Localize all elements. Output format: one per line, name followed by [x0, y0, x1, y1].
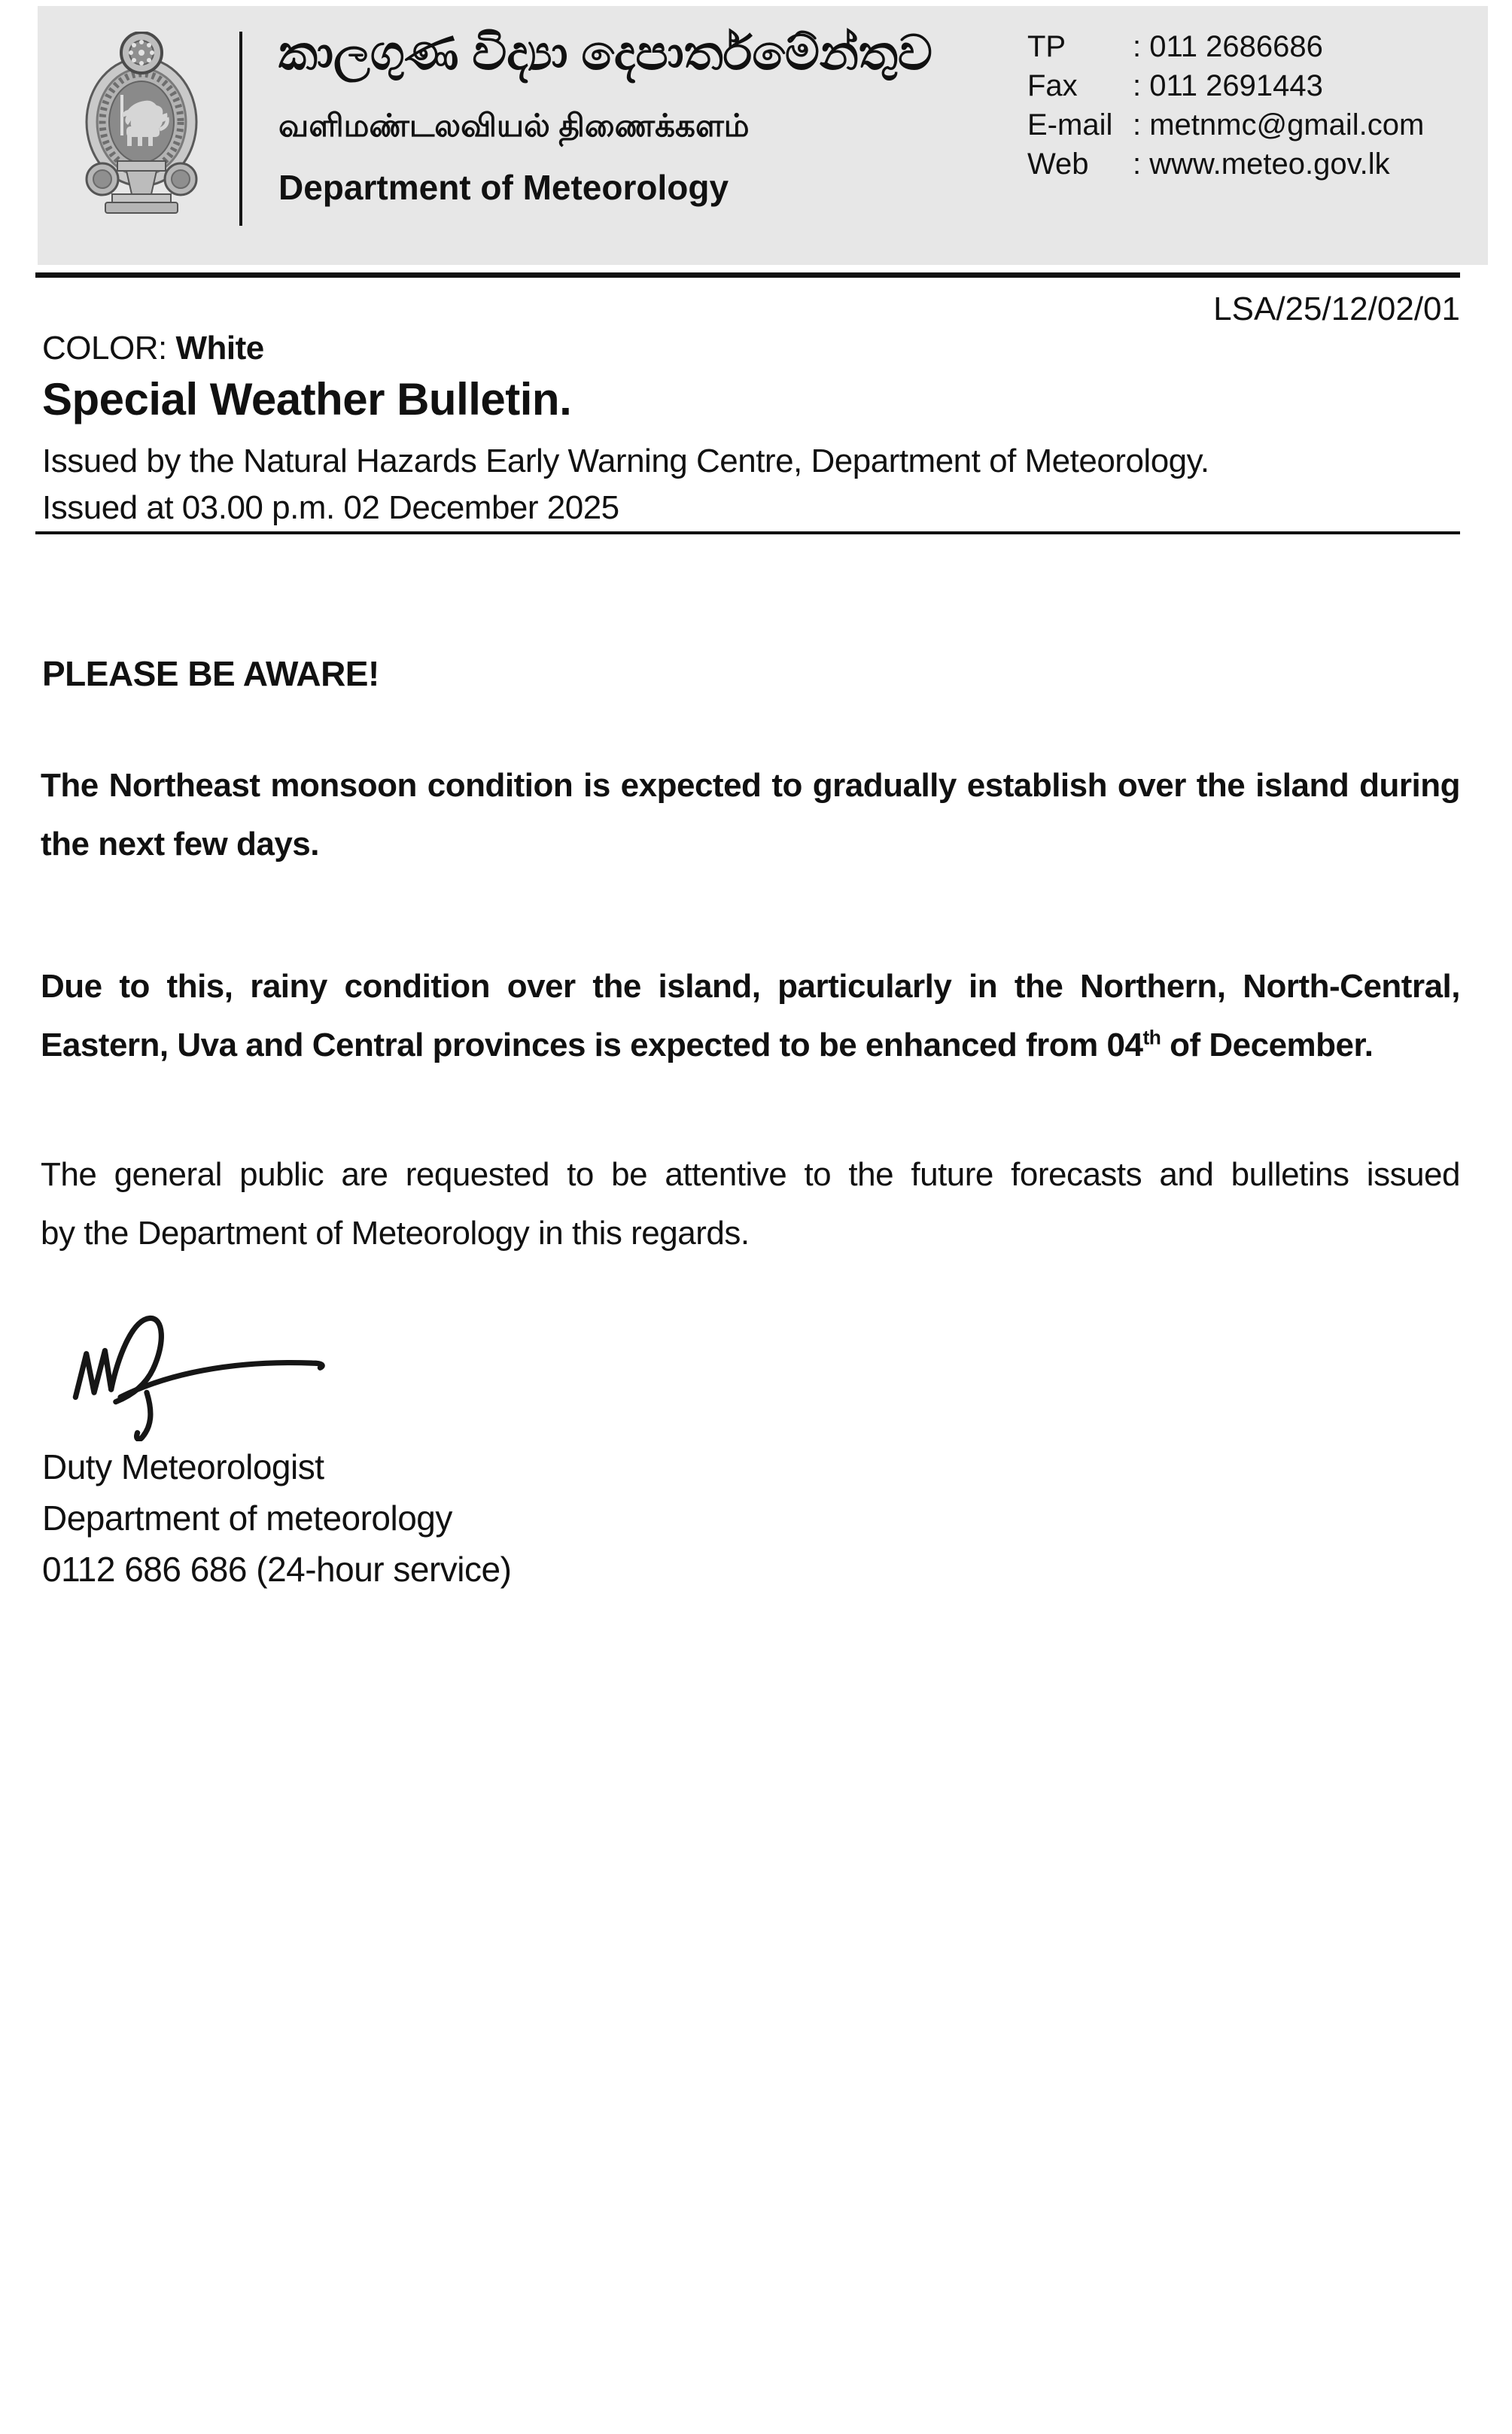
paragraph-public-line1: The general public are requested to be attentive to the future forecasts and bulletins issued: [41, 1156, 1460, 1193]
contact-row-tp: [1027, 27, 1424, 66]
contact-table: [1027, 27, 1424, 184]
bulletin-title: Special Weather Bulletin.: [42, 374, 572, 424]
signatory-phone: 0112 686 686 (24-hour service): [42, 1550, 512, 1589]
signature-icon: [66, 1306, 337, 1441]
sri-lanka-emblem-icon: [83, 32, 202, 221]
contact-value-fax: : 011 2691443: [1133, 69, 1323, 102]
signatory-role: Duty Meteorologist: [42, 1447, 324, 1486]
header-rule: [35, 272, 1460, 278]
paragraph-monsoon-line2: the next few days.: [41, 826, 320, 863]
contact-label-tp: TP: [1027, 30, 1066, 63]
color-code-line: [42, 330, 264, 367]
department-name-tamil: வளிமண்டலவியல் திணைக்களம்: [278, 108, 750, 143]
paragraph-rain-line1: Due to this, rainy condition over the island, particularly in the Northern, North-Central,: [41, 968, 1460, 1005]
paragraph-public-line2: by the Department of Meteorology in this regards.: [41, 1215, 750, 1252]
reference-number: LSA/25/12/02/01: [1213, 291, 1460, 327]
contact-value-tp: : 011 2686686: [1133, 30, 1323, 63]
warning-heading: PLEASE BE AWARE!: [42, 654, 379, 693]
contact-row-email: [1027, 105, 1424, 145]
contact-row-fax: [1027, 66, 1424, 105]
letterhead-divider: [239, 32, 242, 226]
paragraph-rain-line2-text: Eastern, Uva and Central provinces is expected to be enhanced from 04: [41, 1027, 1143, 1063]
department-name-sinhala: කාලගුණ විද්‍යා දෙපාර්තමේන්තුව: [278, 26, 932, 80]
contact-value-web: : www.meteo.gov.lk: [1133, 148, 1390, 181]
paragraph-monsoon-line1: The Northeast monsoon condition is expected to gradually establish over the island during: [41, 767, 1460, 804]
issued-at-line: Issued at 03.00 p.m. 02 December 2025: [42, 489, 619, 526]
signatory-department: Department of meteorology: [42, 1498, 452, 1538]
contact-label-web: Web: [1027, 148, 1089, 181]
paragraph-rain: [41, 957, 1460, 1075]
contact-label-fax: Fax: [1027, 69, 1078, 102]
contact-label-email: E-mail: [1027, 108, 1113, 141]
paragraph-rain-line2: [41, 1016, 1460, 1075]
color-label: COLOR:: [42, 330, 167, 367]
letterhead-band: [38, 6, 1488, 265]
contact-value-email: : metnmc@gmail.com: [1133, 108, 1425, 141]
section-rule: [35, 531, 1460, 534]
ordinal-superscript: th: [1142, 1026, 1161, 1049]
paragraph-public: [41, 1146, 1460, 1263]
contact-row-web: [1027, 145, 1424, 184]
color-value: White: [175, 330, 264, 367]
paragraph-rain-line2-tail: of December.: [1161, 1027, 1374, 1063]
department-name-english: Department of Meteorology: [278, 168, 729, 207]
paragraph-monsoon: [41, 756, 1460, 874]
issued-by-line: Issued by the Natural Hazards Early Warning Centre, Department of Meteorology.: [42, 443, 1209, 479]
